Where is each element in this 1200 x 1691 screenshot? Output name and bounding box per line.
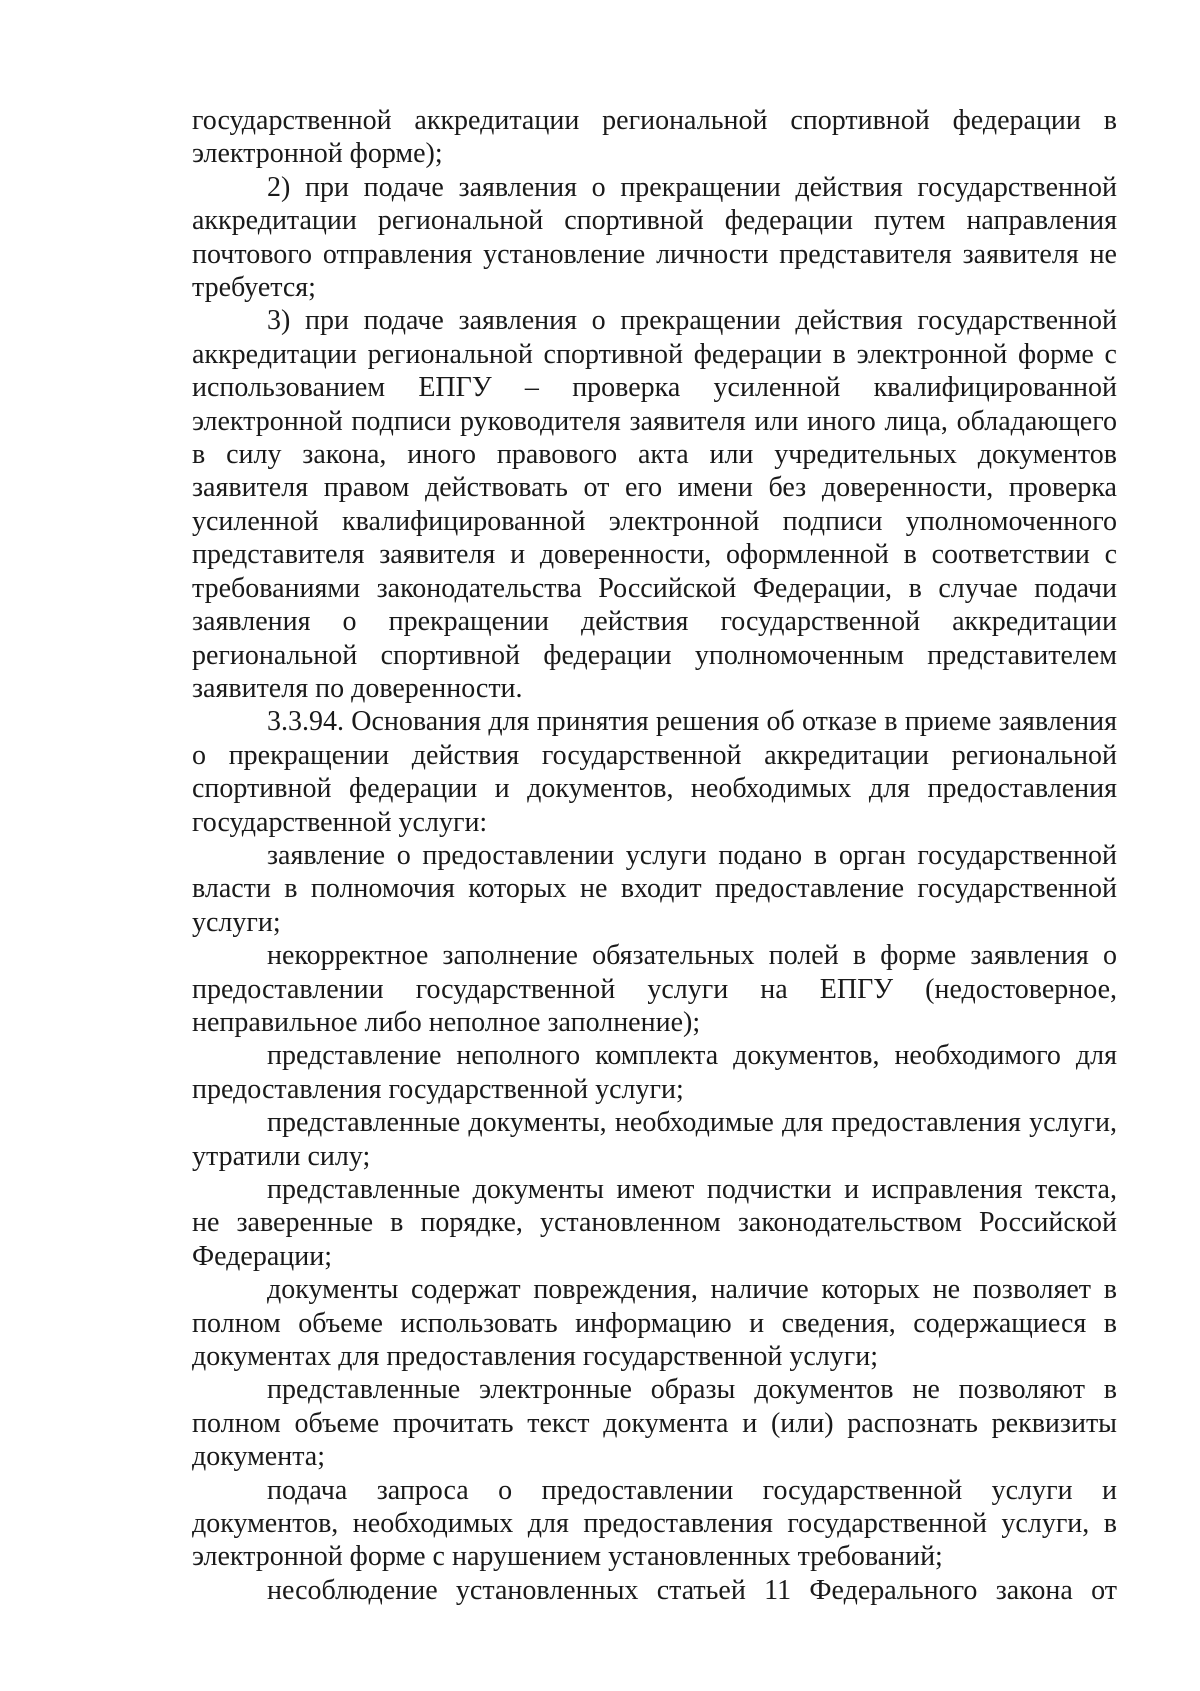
paragraph-ground-unreadable-images: представленные электронные образы документов не позволяют в полном объеме прочитать текст документа и (или) распознать реквизиты документа; [192,1374,1117,1473]
paragraph-ground-damage: документы содержат повреждения, наличие которых не позволяет в полном объеме использовать информацию и сведения, содержащиеся в документах для предоставления государственной услуги; [192,1274,1117,1373]
paragraph-ground-corrections: представленные документы имеют подчистки и исправления текста, не заверенные в порядке, установленном законодательством Российской Федерации; [192,1174,1117,1272]
paragraph-ground-electronic-violation: подача запроса о предоставлении государственной услуги и документов, необходимых для предоставления государственной услуги, в электронной форме с нарушением установленных требований; [192,1474,1117,1573]
paragraph-ground-wrong-authority: заявление о предоставлении услуги подано в орган государственной власти в полномочия которых не входит предоставление государственной услуги; [192,839,1117,938]
paragraph-continuation: государственной аккредитации региональной спортивной федерации в электронной форме); [192,105,1117,170]
paragraph-ground-incomplete-docs: представление неполного комплекта документов, необходимого для предоставления государственной услуги; [192,1040,1117,1105]
document-body [192,104,1117,1607]
paragraph-ground-incorrect-fields: некорректное заполнение обязательных полей в форме заявления о предоставлении государственной услуги на ЕПГУ (недостоверное, неправильное либо неполное заполнение); [192,940,1117,1038]
paragraph-item-2: 2) при подаче заявления о прекращении действия государственной аккредитации региональной спортивной федерации путем направления почтового отправления установление личности представителя заявителя не требуется; [192,171,1117,304]
paragraph-section-3-3-94: 3.3.94. Основания для принятия решения об отказе в приеме заявления о прекращении действия государственной аккредитации региональной спортивной федерации и документов, необходимых для предоставления государственной услуги: [192,706,1117,838]
paragraph-item-3: 3) при подаче заявления о прекращении действия государственной аккредитации региональной спортивной федерации в электронной форме с использованием ЕПГУ – проверка усиленной квалифицированной электронной подписи руководителя заявителя или иного лица, обладающего в силу закона, иного правового акта или учредительных документов заявителя правом действовать от его имени без доверенности, проверка усиленной квалифицированной электронной подписи уполномоченного представителя заявителя и доверенности, оформленной в соответствии с требованиями законодательства Российской Федерации, в случае подачи заявления о прекращении действия государственной аккредитации региональной спортивной федерации уполномоченным представителем заявителя по доверенности. [192,305,1117,704]
paragraph-ground-expired-docs: представленные документы, необходимые для предоставления услуги, утратили силу; [192,1107,1117,1172]
paragraph-ground-article-11: несоблюдение установленных статьей 11 Федерального закона от [267,1574,1117,1606]
